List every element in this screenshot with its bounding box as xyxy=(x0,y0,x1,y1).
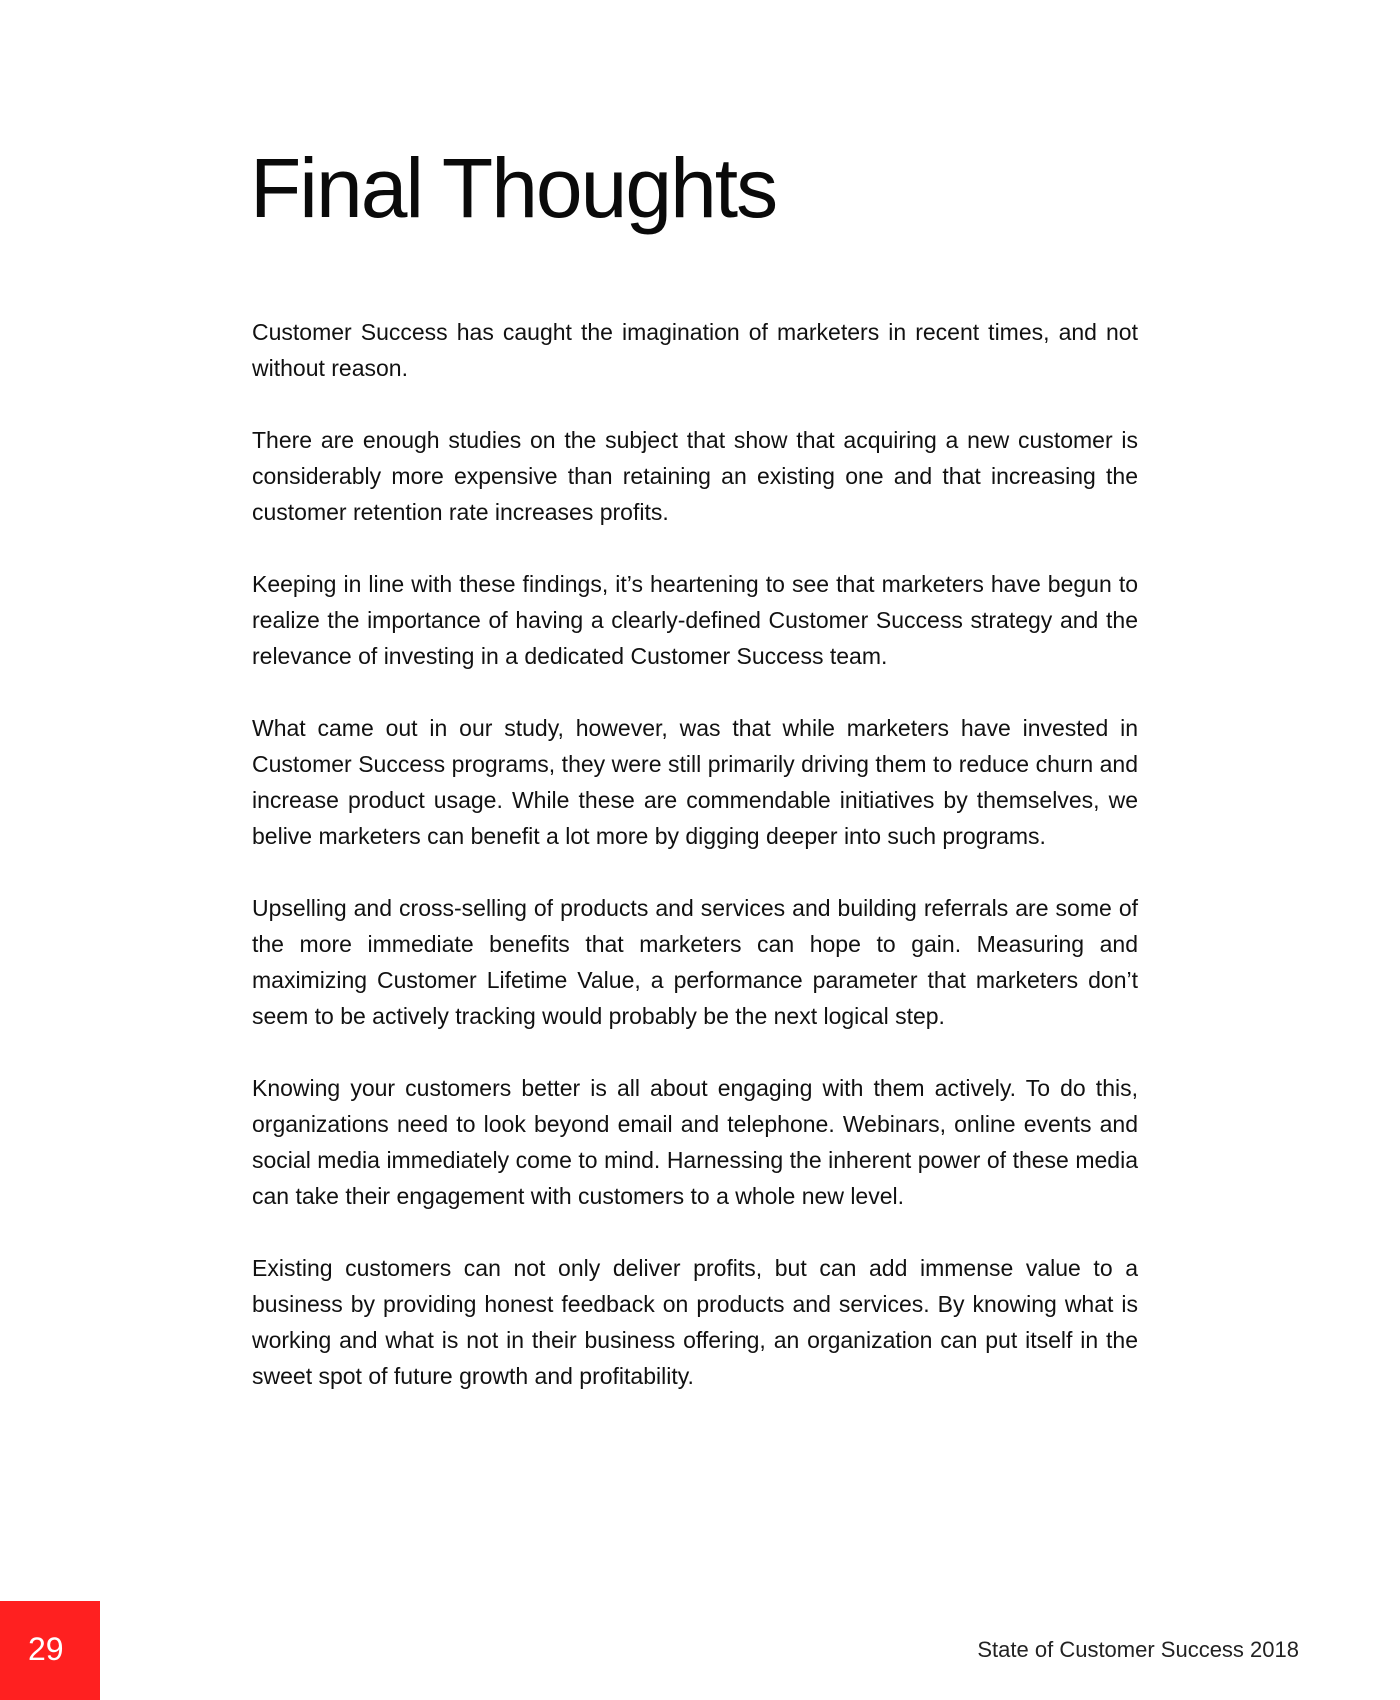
paragraph-4: What came out in our study, however, was that while marketers have invested in Customer Success programs, they were still primarily driving them to reduce churn and increase product usage. While these are commendable initiatives by themselves, we belive marketers can benefit a lot more by digging deeper into such programs. xyxy=(252,715,1138,849)
paragraph-1: Customer Success has caught the imagination of marketers in recent times, and not without reason. xyxy=(252,319,1138,381)
page-number: 29 xyxy=(28,1631,64,1667)
page-title: Final Thoughts xyxy=(250,141,777,235)
paragraph-3: Keeping in line with these findings, it’s heartening to see that marketers have begun to realize the importance of having a clearly-defined Customer Success strategy and the relevance of investing in a dedicated Customer Success team. xyxy=(252,571,1138,669)
paragraph-2: There are enough studies on the subject that show that acquiring a new customer is considerably more expensive than retaining an existing one and that increasing the customer retention rate increases profits. xyxy=(252,427,1138,525)
paragraph-6: Knowing your customers better is all about engaging with them actively. To do this, organizations need to look beyond email and telephone. Webinars, online events and social media immediately come to mind. Harnessing the inherent power of these media can take their engagement with customers to a whole new level. xyxy=(252,1075,1138,1209)
paragraph-7: Existing customers can not only deliver profits, but can add immense value to a business by providing honest feedback on products and services. By knowing what is working and what is not in their business offering, an organization can put itself in the sweet spot of future growth and profitability. xyxy=(252,1255,1138,1389)
footer-document-title: State of Customer Success 2018 xyxy=(977,1637,1299,1662)
body-text xyxy=(252,314,1138,1430)
page-number-badge xyxy=(0,1601,100,1700)
paragraph-5: Upselling and cross-selling of products and services and building referrals are some of the more immediate benefits that marketers can hope to gain. Measuring and maximizing Customer Lifetime Value, a performance parameter that marketers don’t seem to be actively tracking would probably be the next logical step. xyxy=(252,895,1138,1029)
